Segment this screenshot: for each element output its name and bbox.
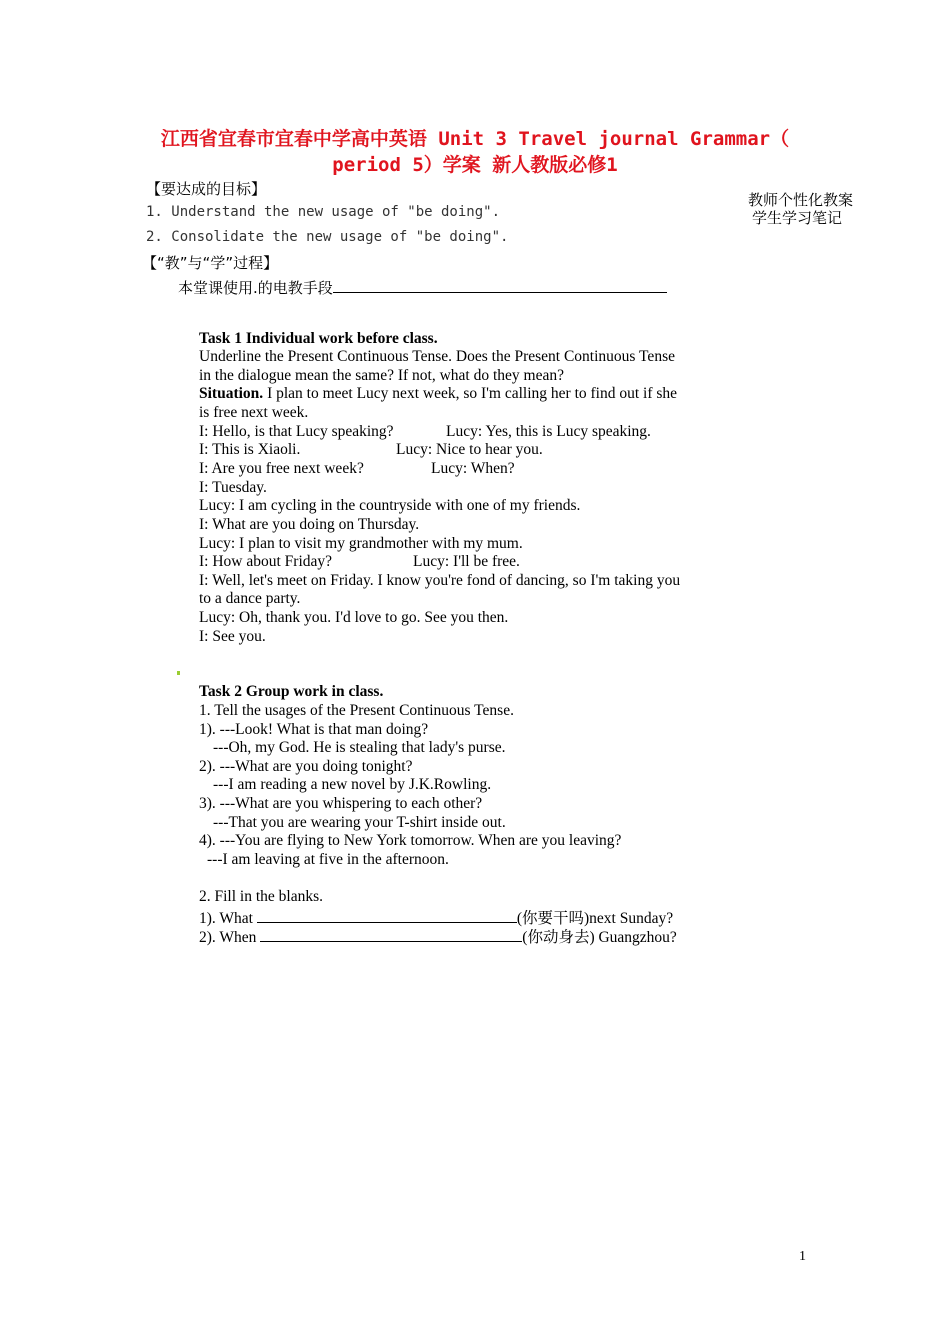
dialogue-line: Lucy: I'll be free.: [413, 553, 520, 570]
media-label: 本堂课使用.的电教手段: [178, 279, 333, 297]
answer-line: ---I am reading a new novel by J.K.Rowling.: [213, 776, 492, 793]
dialogue-line: I: What are you doing on Thursday.: [199, 516, 420, 533]
question-line: 1). ---Look! What is that man doing?: [199, 721, 429, 738]
process-heading: 【“教”与“学”过程】: [142, 254, 279, 272]
task1-instruction-1: Underline the Present Continuous Tense. Does the Present Continuous Tense: [199, 348, 675, 365]
dialogue-line: to a dance party.: [199, 590, 301, 607]
situation-line-1: Situation. I plan to meet Lucy next week, so I'm calling her to find out if she: [199, 385, 678, 402]
dialogue-line: I: How about Friday?: [199, 553, 333, 570]
fill-blank-1: 1). What (你要干吗)next Sunday?: [199, 910, 674, 927]
media-blank[interactable]: [333, 278, 667, 293]
dialogue-line: I: Well, let's meet on Friday. I know you're fond of dancing, so I'm taking you: [199, 572, 681, 589]
dialogue-line: I: Are you free next week?: [199, 460, 364, 477]
goal-item-2: 2. Consolidate the new usage of "be doing".: [146, 229, 509, 245]
dialogue-line: Lucy: Nice to hear you.: [396, 441, 543, 458]
dialogue-line: Lucy: I am cycling in the countryside with one of my friends.: [199, 497, 581, 514]
answer-line: ---Oh, my God. He is stealing that lady's purse.: [213, 739, 506, 756]
page-number: 1: [799, 1249, 806, 1264]
title-line-2: period 5）学案 新人教版必修1: [332, 154, 618, 176]
media-line: [178, 277, 667, 298]
answer-line: ---That you are wearing your T-shirt inside out.: [213, 814, 506, 831]
stray-mark: [177, 671, 180, 675]
goal-item-1: 1. Understand the new usage of "be doing".: [146, 204, 501, 220]
dialogue-line: Lucy: When?: [431, 460, 515, 477]
task1-instruction-2: in the dialogue mean the same? If not, what do they mean?: [199, 367, 564, 384]
dialogue-line: I: This is Xiaoli.: [199, 441, 301, 458]
dialogue-line: I: Hello, is that Lucy speaking?: [199, 423, 394, 440]
situation-line-2: is free next week.: [199, 404, 309, 421]
answer-line: ---I am leaving at five in the afternoon.: [207, 851, 449, 868]
title-line-1: 江西省宜春市宜春中学高中英语 Unit 3 Travel journal Grammar（: [160, 128, 790, 150]
situation-label: Situation.: [199, 385, 264, 402]
question-line: 3). ---What are you whispering to each other?: [199, 795, 483, 812]
blank-input-1[interactable]: [257, 908, 517, 923]
dialogue-line: Lucy: I plan to visit my grandmother with my mum.: [199, 535, 523, 552]
blank-input-2[interactable]: [260, 927, 522, 942]
fill-blank-2: 2). When (你动身去) Guangzhou?: [199, 929, 677, 946]
task2-part2: 2. Fill in the blanks.: [199, 888, 323, 905]
question-line: 4). ---You are flying to New York tomorrow. When are you leaving?: [199, 832, 622, 849]
dialogue-line: I: See you.: [199, 628, 266, 645]
dialogue-line: Lucy: Yes, this is Lucy speaking.: [446, 423, 651, 440]
task1-heading: Task 1 Individual work before class.: [199, 330, 438, 347]
dialogue-line: I: Tuesday.: [199, 479, 267, 496]
goals-heading: 【要达成的目标】: [146, 180, 267, 198]
task2-heading: Task 2 Group work in class.: [199, 683, 384, 700]
dialogue-line: Lucy: Oh, thank you. I'd love to go. See you then.: [199, 609, 509, 626]
question-line: 2). ---What are you doing tonight?: [199, 758, 413, 775]
side-note-teacher: 教师个性化教案: [748, 191, 854, 209]
task2-part1: 1. Tell the usages of the Present Continuous Tense.: [199, 702, 514, 719]
side-note-student: 学生学习笔记: [752, 209, 843, 227]
